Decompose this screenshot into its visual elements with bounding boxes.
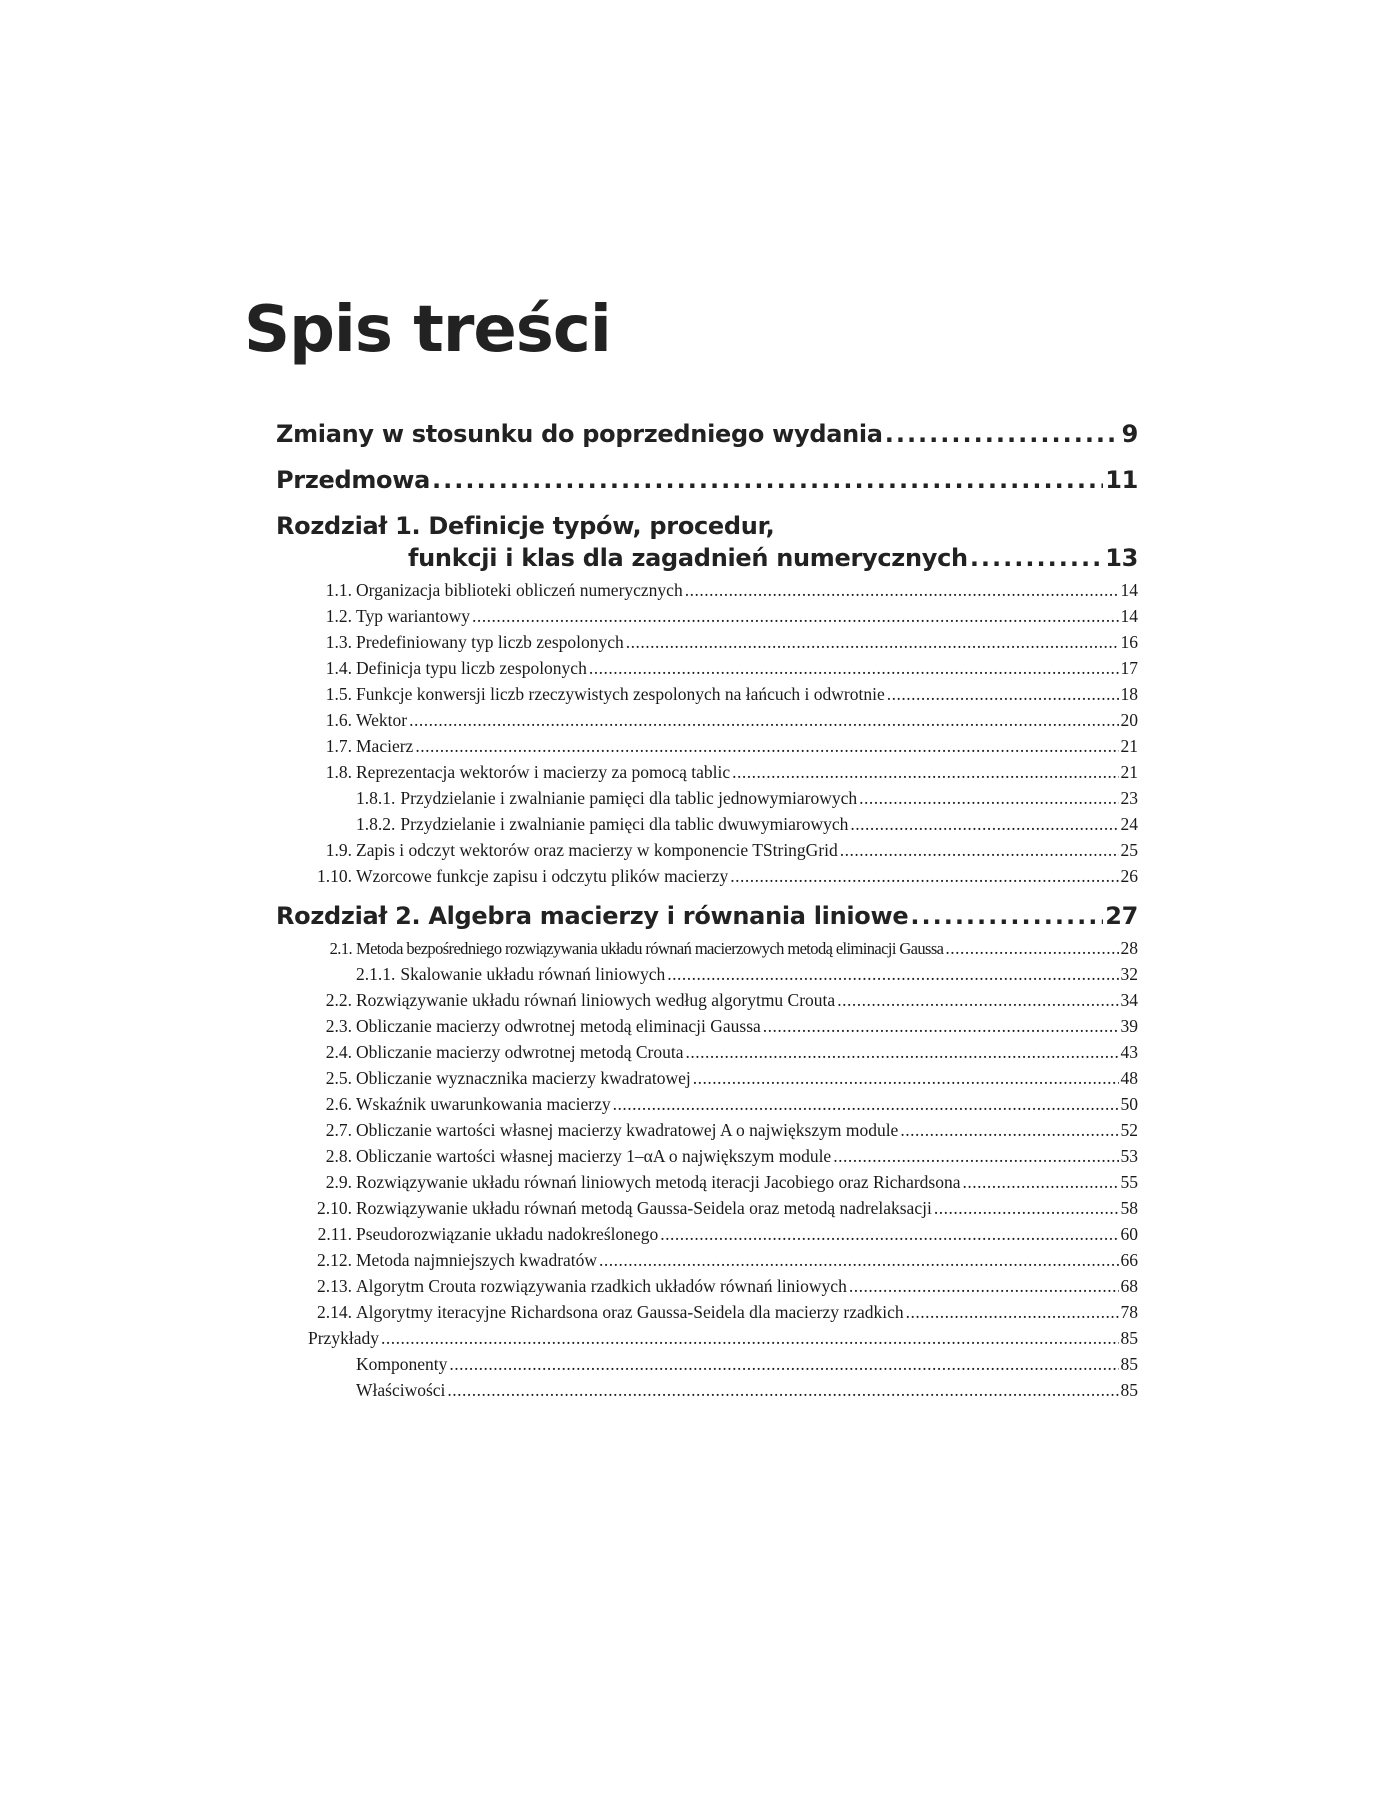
- section-number: 1.2.: [325, 606, 352, 626]
- section-title: Predefiniowany typ liczb zespolonych: [356, 632, 624, 652]
- toc-entry-label: Komponenty: [356, 1354, 448, 1374]
- toc-page-number: 32: [1120, 964, 1138, 984]
- toc-entry[interactable]: [276, 866, 1138, 892]
- section-number: 2.4.: [325, 1042, 352, 1062]
- section-title: Przydzielanie i zwalnianie pamięci dla tablic jednowymiarowych: [400, 788, 858, 808]
- toc-entry[interactable]: [276, 632, 1138, 658]
- toc-entry-changes[interactable]: [276, 420, 1138, 466]
- toc-page-number: 34: [1120, 990, 1138, 1010]
- dot-leader: [730, 866, 1118, 887]
- toc-entry-label: [356, 964, 665, 985]
- dot-leader: [910, 902, 1103, 930]
- toc-entry-label: [276, 1224, 658, 1245]
- dot-leader: [732, 762, 1118, 783]
- toc-entry-label: [276, 710, 407, 731]
- toc-entry-label: [356, 814, 848, 835]
- toc-page-number: 52: [1120, 1120, 1138, 1140]
- toc-page-number: 27: [1105, 902, 1138, 930]
- toc-entry-label: [276, 684, 885, 705]
- toc-entry[interactable]: [276, 736, 1138, 762]
- toc-entry[interactable]: [276, 1302, 1138, 1328]
- dot-leader: [409, 710, 1118, 731]
- section-title: Przydzielanie i zwalnianie pamięci dla tablic dwuwymiarowych: [400, 814, 849, 834]
- section-number: 2.2.: [325, 990, 352, 1010]
- section-number: 2.7.: [325, 1120, 352, 1140]
- section-title: Definicja typu liczb zespolonych: [356, 658, 587, 678]
- toc-entry-label: [276, 1068, 691, 1089]
- section-number: 2.11.: [317, 1224, 352, 1244]
- section-title: Zapis i odczyt wektorów oraz macierzy w komponencie TStringGrid: [356, 840, 838, 860]
- toc-entry-label: [276, 580, 683, 601]
- toc-entry[interactable]: [276, 938, 1138, 964]
- toc-entry-label: [276, 1198, 932, 1219]
- toc-page-number: 18: [1120, 684, 1138, 704]
- toc-page-number: 85: [1120, 1380, 1138, 1400]
- toc-entry[interactable]: [276, 964, 1138, 990]
- toc-page-number: 85: [1120, 1354, 1138, 1374]
- toc-entry-label: [276, 866, 728, 887]
- toc-entry-label: Przedmowa: [276, 466, 431, 494]
- toc-entry[interactable]: [276, 1016, 1138, 1042]
- toc-entry-label: Właściwości: [356, 1380, 446, 1400]
- section-title: Obliczanie macierzy odwrotnej metodą eliminacji Gaussa: [356, 1016, 761, 1036]
- toc-page-number: 50: [1120, 1094, 1138, 1114]
- toc-page-number: 17: [1120, 658, 1138, 678]
- section-title: Obliczanie wartości własnej macierzy kwadratowej A o największym module: [356, 1120, 899, 1140]
- section-title: Rozwiązywanie układu równań metodą Gaussa-Seidela oraz metodą nadrelaksacji: [356, 1198, 932, 1218]
- dot-leader: [589, 658, 1119, 679]
- toc-entry[interactable]: [276, 606, 1138, 632]
- section-title: Metoda najmniejszych kwadratów: [356, 1250, 598, 1270]
- section-title: Skalowanie układu równań liniowych: [400, 964, 666, 984]
- toc-entry-label: [276, 632, 624, 653]
- toc-page-number: 66: [1120, 1250, 1138, 1270]
- dot-leader: [660, 1224, 1118, 1245]
- dot-leader: [859, 788, 1118, 809]
- dot-leader: [381, 1328, 1119, 1349]
- toc-page-number: 23: [1120, 788, 1138, 808]
- toc-page-number: 26: [1120, 866, 1138, 886]
- toc-entry-label: [276, 1250, 597, 1271]
- section-number: 2.1.: [329, 939, 352, 958]
- toc-entry-label: [276, 1016, 761, 1037]
- chapter-title: Rozdział 1. Definicje typów, procedur,: [276, 512, 775, 540]
- section-title: Macierz: [356, 736, 414, 756]
- toc-entry-label: [276, 1094, 611, 1115]
- dot-leader: [833, 1146, 1118, 1167]
- toc-entry-label: [356, 788, 857, 809]
- section-number: 2.5.: [325, 1068, 352, 1088]
- section-number: 2.3.: [325, 1016, 352, 1036]
- toc-page-number: 16: [1120, 632, 1138, 652]
- toc-entry-properties[interactable]: [276, 1380, 1138, 1406]
- dot-leader: [613, 1094, 1119, 1115]
- toc-page-number: 21: [1120, 762, 1138, 782]
- toc-entry-examples[interactable]: [276, 1328, 1138, 1354]
- dot-leader: [667, 964, 1118, 985]
- toc-page-number: 11: [1105, 466, 1138, 494]
- toc-entry-label: [276, 840, 838, 861]
- toc-page-number: 28: [1120, 938, 1138, 958]
- toc-entry[interactable]: [276, 580, 1138, 606]
- toc-page-number: 20: [1120, 710, 1138, 730]
- section-number: 1.3.: [325, 632, 352, 652]
- table-of-contents: [276, 420, 1138, 1406]
- dot-leader: [432, 466, 1103, 494]
- section-number: 2.8.: [325, 1146, 352, 1166]
- dot-leader: [934, 1198, 1119, 1219]
- section-number: 2.6.: [325, 1094, 352, 1114]
- toc-entry[interactable]: [276, 658, 1138, 684]
- toc-entry[interactable]: [276, 762, 1138, 788]
- toc-entry[interactable]: [276, 788, 1138, 814]
- toc-page-number: 78: [1120, 1302, 1138, 1322]
- toc-entry[interactable]: [276, 1094, 1138, 1120]
- dot-leader: [693, 1068, 1119, 1089]
- toc-page-number: 14: [1120, 580, 1138, 600]
- toc-page-number: 14: [1120, 606, 1138, 626]
- dot-leader: [763, 1016, 1119, 1037]
- toc-entry-preface[interactable]: [276, 466, 1138, 512]
- toc-page-number: 48: [1120, 1068, 1138, 1088]
- section-number: 1.8.2.: [356, 814, 396, 834]
- dot-leader: [686, 1042, 1119, 1063]
- toc-entry-label: [276, 1276, 847, 1297]
- section-title: Funkcje konwersji liczb rzeczywistych zespolonych na łańcuch i odwrotnie: [356, 684, 885, 704]
- section-number: 1.8.1.: [356, 788, 396, 808]
- dot-leader: [840, 840, 1119, 861]
- toc-entry-label: [276, 939, 943, 959]
- toc-entry-label: [276, 1302, 904, 1323]
- toc-entry[interactable]: [276, 1146, 1138, 1172]
- toc-entry-label: Przykłady: [308, 1328, 379, 1348]
- toc-entry-label: [276, 736, 413, 757]
- section-title: Obliczanie wyznacznika macierzy kwadratowej: [356, 1068, 691, 1088]
- section-number: 1.4.: [325, 658, 352, 678]
- page-title: Spis treści: [244, 293, 611, 367]
- chapter-title: Rozdział 2. Algebra macierzy i równania liniowe: [276, 902, 909, 930]
- section-number: 2.1.1.: [356, 964, 396, 984]
- section-number: 1.7.: [325, 736, 352, 756]
- dot-leader: [850, 814, 1118, 835]
- toc-entry-label: [276, 1042, 684, 1063]
- toc-entry[interactable]: [276, 684, 1138, 710]
- dot-leader: [906, 1302, 1119, 1323]
- dot-leader: [970, 544, 1103, 572]
- toc-page-number: 55: [1120, 1172, 1138, 1192]
- dot-leader: [472, 606, 1119, 627]
- toc-page-number: 58: [1120, 1198, 1138, 1218]
- section-title: Rozwiązywanie układu równań liniowych według algorytmu Crouta: [356, 990, 836, 1010]
- toc-entry-label: [276, 1172, 961, 1193]
- toc-page-number: 24: [1120, 814, 1138, 834]
- toc-entry[interactable]: [276, 840, 1138, 866]
- toc-entry-label: [276, 658, 587, 679]
- dot-leader: [887, 684, 1119, 705]
- dot-leader: [685, 580, 1119, 601]
- dot-leader: [449, 1354, 1118, 1375]
- chapter-2-heading[interactable]: [276, 902, 1138, 938]
- section-number: 1.6.: [325, 710, 352, 730]
- toc-entry-components[interactable]: [276, 1354, 1138, 1380]
- dot-leader: [415, 736, 1118, 757]
- toc-page-number: 13: [1105, 544, 1138, 572]
- section-title: Algorytm Crouta rozwiązywania rzadkich układów równań liniowych: [356, 1276, 847, 1296]
- toc-page-number: 43: [1120, 1042, 1138, 1062]
- section-title: Obliczanie macierzy odwrotnej metodą Crouta: [356, 1042, 684, 1062]
- chapter-title: funkcji i klas dla zagadnień numerycznych: [408, 544, 968, 572]
- section-title: Organizacja biblioteki obliczeń numerycznych: [356, 580, 683, 600]
- section-number: 2.12.: [317, 1250, 352, 1270]
- section-title: Wskaźnik uwarunkowania macierzy: [356, 1094, 611, 1114]
- section-title: Algorytmy iteracyjne Richardsona oraz Gaussa-Seidela dla macierzy rzadkich: [356, 1302, 904, 1322]
- toc-entry[interactable]: [276, 1120, 1138, 1146]
- toc-page-number: 60: [1120, 1224, 1138, 1244]
- chapter-1-heading-line2[interactable]: [276, 544, 1138, 580]
- section-title: Reprezentacja wektorów i macierzy za pomocą tablic: [356, 762, 731, 782]
- dot-leader: [447, 1380, 1118, 1401]
- toc-page-number: 53: [1120, 1146, 1138, 1166]
- toc-entry-label: Zmiany w stosunku do poprzedniego wydania: [276, 420, 883, 448]
- dot-leader: [885, 420, 1120, 448]
- section-number: 2.10.: [317, 1198, 352, 1218]
- toc-entry[interactable]: [276, 710, 1138, 736]
- toc-entry-label: [276, 990, 835, 1011]
- toc-entry-label: [276, 1146, 831, 1167]
- toc-entry-label: [276, 606, 470, 627]
- dot-leader: [945, 938, 1118, 959]
- toc-page-number: 25: [1120, 840, 1138, 860]
- toc-entry[interactable]: [276, 1198, 1138, 1224]
- section-number: 2.13.: [317, 1276, 352, 1296]
- toc-entry[interactable]: [276, 1068, 1138, 1094]
- dot-leader: [837, 990, 1118, 1011]
- toc-entry[interactable]: [276, 1042, 1138, 1068]
- chapter-1-heading-line1[interactable]: [276, 512, 1138, 544]
- dot-leader: [963, 1172, 1119, 1193]
- section-number: 2.9.: [325, 1172, 352, 1192]
- section-title: Typ wariantowy: [356, 606, 470, 626]
- toc-entry[interactable]: [276, 1250, 1138, 1276]
- dot-leader: [849, 1276, 1119, 1297]
- toc-entry[interactable]: [276, 1172, 1138, 1198]
- dot-leader: [626, 632, 1119, 653]
- toc-entry[interactable]: [276, 990, 1138, 1016]
- section-title: Wektor: [356, 710, 408, 730]
- toc-entry[interactable]: [276, 1224, 1138, 1250]
- toc-page-number: 85: [1120, 1328, 1138, 1348]
- toc-entry-label: [276, 1120, 898, 1141]
- section-number: 1.1.: [325, 580, 352, 600]
- section-number: 1.10.: [317, 866, 352, 886]
- toc-entry[interactable]: [276, 814, 1138, 840]
- section-number: 1.9.: [325, 840, 352, 860]
- dot-leader: [900, 1120, 1118, 1141]
- toc-page-number: 39: [1120, 1016, 1138, 1036]
- section-number: 2.14.: [317, 1302, 352, 1322]
- section-number: 1.5.: [325, 684, 352, 704]
- toc-entry-label: [276, 762, 730, 783]
- toc-page-number: 9: [1121, 420, 1138, 448]
- section-title: Obliczanie wartości własnej macierzy 1–αA o największym module: [356, 1146, 832, 1166]
- section-title: Metoda bezpośredniego rozwiązywania układu równań macierzowych metodą eliminacji Gaussa: [356, 939, 944, 958]
- dot-leader: [599, 1250, 1118, 1271]
- toc-entry[interactable]: [276, 1276, 1138, 1302]
- section-number: 1.8.: [325, 762, 352, 782]
- section-title: Rozwiązywanie układu równań liniowych metodą iteracji Jacobiego oraz Richardsona: [356, 1172, 961, 1192]
- toc-page-number: 21: [1120, 736, 1138, 756]
- toc-page-number: 68: [1120, 1276, 1138, 1296]
- section-title: Wzorcowe funkcje zapisu i odczytu plików macierzy: [356, 866, 729, 886]
- section-title: Pseudorozwiązanie układu nadokreślonego: [356, 1224, 659, 1244]
